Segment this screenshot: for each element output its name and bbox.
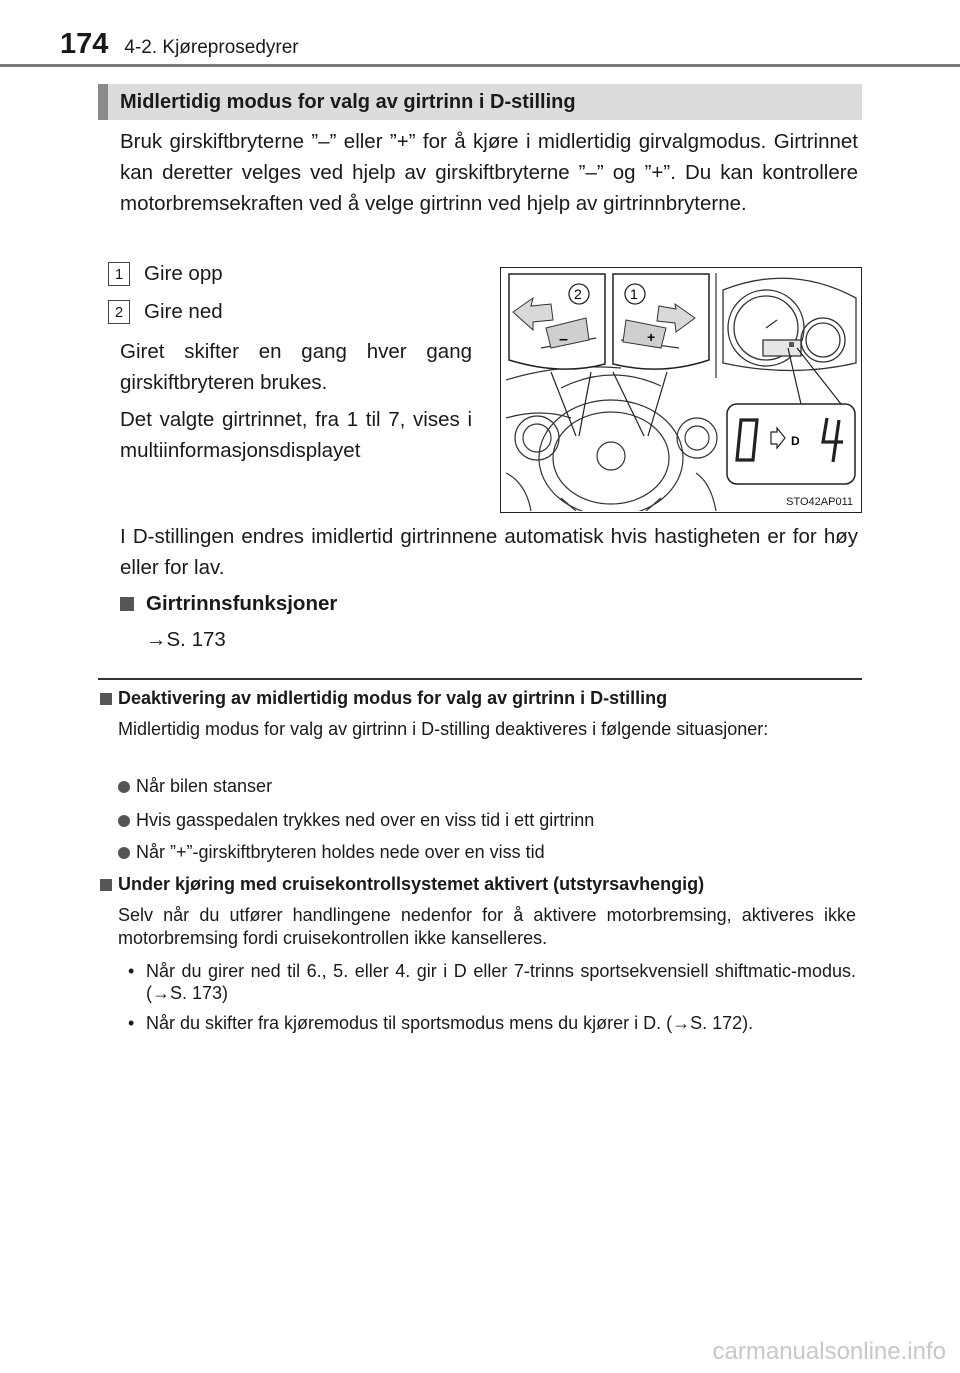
note-heading-text: Under kjøring med cruisekontrollsystemet aktivert (utstyrsavhengig)	[118, 874, 705, 894]
list-item-text: Når du skifter fra kjøremodus til sportsmodus mens du kjører i D. (→S. 172).	[146, 1013, 754, 1033]
header-divider	[0, 64, 960, 67]
list-item	[128, 1012, 856, 1034]
page-number: 174	[60, 28, 109, 60]
subheading-text: Girtrinnsfunksjoner	[146, 592, 338, 615]
list-item	[118, 810, 594, 831]
figure-code: STO42AP011	[786, 496, 853, 508]
page-reference-link[interactable]: →S. 173	[146, 628, 226, 651]
callout-number-2: 2	[108, 300, 130, 324]
list-item	[128, 960, 856, 1004]
page-header	[60, 28, 299, 61]
list-item-text: Når ”+”-girskiftbryteren holdes nede over en viss tid	[136, 842, 545, 862]
note-paragraph: Midlertidig modus for valg av girtrinn i D-stilling deaktiveres i følgende situasjoner:	[118, 719, 769, 739]
intro-paragraph: Bruk girskiftbryterne ”–” eller ”+” for å kjøre i midlertidig girvalgmodus. Girtrinnet kan deretter velges ved hjelp av girskiftbryterne ”–” og ”+”. Du kan kontrollere motorbremsekraften ved å velge girtrinn ved hjelp av girtrinnbryterne.	[120, 130, 858, 215]
callout-2-label: 2	[574, 286, 582, 302]
note-heading-text: Deaktivering av midlertidig modus for valg av girtrinn i D-stilling	[118, 688, 668, 708]
list-item	[118, 842, 545, 863]
bullet-mark: •	[128, 1013, 135, 1033]
item-gear-down	[108, 300, 223, 324]
step-paragraph-2: Det valgte girtrinnet, fra 1 til 7, vises i multiinformasjonsdisplayet	[120, 408, 472, 462]
item-gear-up	[108, 262, 223, 286]
section-title-bar	[98, 84, 862, 120]
list-item-text: Hvis gasspedalen trykkes ned over en viss tid i ett girtrinn	[136, 810, 595, 830]
list-item-text: Når bilen stanser	[136, 776, 273, 796]
d-paragraph: I D-stillingen endres imidlertid girtrinnene automatisk hvis hastigheten er for høy eller for lav.	[120, 525, 858, 579]
subheading	[120, 592, 337, 616]
round-bullet-icon	[118, 815, 130, 827]
watermark: carmanualsonline.info	[712, 1338, 946, 1365]
bullet-mark: •	[128, 961, 135, 981]
notes-divider	[98, 678, 862, 680]
note-heading-cruise	[100, 874, 704, 895]
square-bullet-icon	[100, 693, 112, 705]
plus-symbol: +	[647, 329, 656, 345]
item-label: Gire opp	[144, 262, 223, 285]
callout-number-1: 1	[108, 262, 130, 286]
square-bullet-icon	[120, 597, 134, 611]
paddle-shifter-figure	[500, 267, 862, 513]
item-label: Gire ned	[144, 300, 223, 323]
round-bullet-icon	[118, 847, 130, 859]
list-item-text: Når du girer ned til 6., 5. eller 4. gir i D eller 7-trinns sportsekvensiell shiftmatic-modus. (→S. 173)	[146, 961, 856, 1003]
round-bullet-icon	[118, 781, 130, 793]
section-label: 4-2. Kjøreprosedyrer	[124, 37, 299, 58]
list-item	[118, 776, 272, 797]
figure-illustration	[501, 268, 860, 511]
note-heading-deactivation	[100, 688, 667, 709]
section-title: Midlertidig modus for valg av girtrinn i D-stilling	[120, 90, 576, 113]
square-bullet-icon	[100, 879, 112, 891]
callout-1-label: 1	[630, 286, 638, 302]
note-paragraph: Selv når du utfører handlingene nedenfor for å aktivere motorbremsing, aktiveres ikke motorbremsing fordi cruisekontrollen ikke kanselleres.	[118, 905, 856, 948]
step-paragraph-1: Giret skifter en gang hver gang girskiftbryteren brukes.	[120, 340, 472, 394]
display-d-indicator: D	[791, 434, 800, 448]
minus-symbol: –	[559, 331, 568, 348]
